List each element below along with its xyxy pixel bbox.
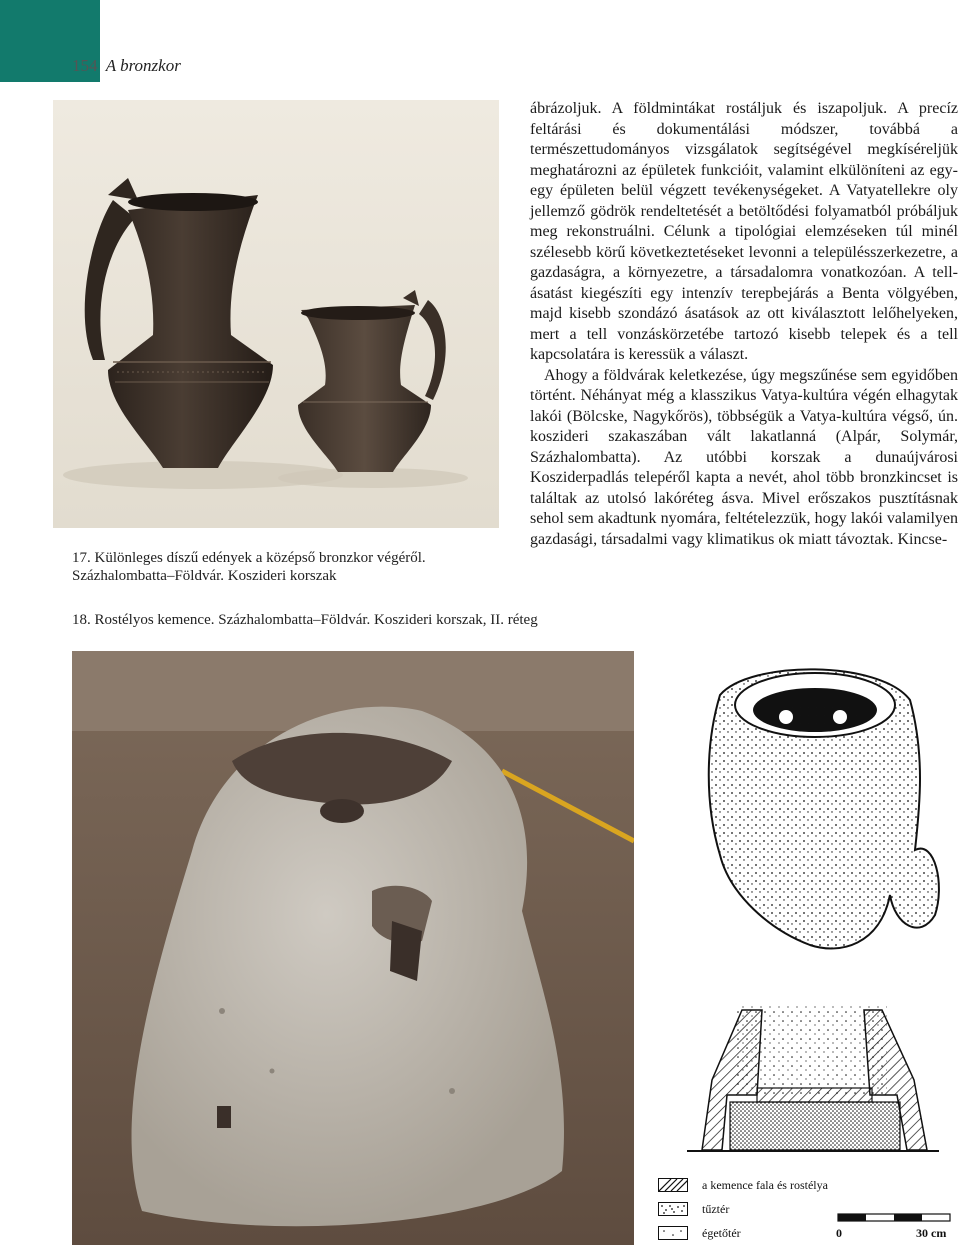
drawing-legend (658, 1178, 958, 1245)
figure-17-caption (72, 549, 502, 585)
scale-start: 0 (836, 1226, 842, 1240)
body-text (530, 99, 958, 550)
paragraph-1: ábrázoljuk. A földmintákat rostáljuk és iszapoljuk. A precíz feltárási és dokumentálási módszer, továbbá a természettudományos vizsgálatok segítségével megkíséreljük meghatározni az épületek funkcióit, valamint elkülöníteni az egy-egy épületen belül végzett tevékenységeket. A Vatyatellekre oly jellemző gödrök rendeltetését a betöltődési folyamatból próbáljuk meg rekonstruálni. Célunk a tipológiai elemzéseken túl minél szélesebb körű következtetéseket levonni a településszerkezetre, a gazdaságra, a környezetre, a társadalomra vonatkozóan. A tell-ásatást kiegészíti egy intenzív terepbejárás a Benta völgyében, majd kisebb szondázó ásatások az ott kiválasztott lelőhelyeken, mert a tell vonzáskörzetébe tartozó kisebb telepek és a tell kapcsolatára is keressük a választ. (530, 100, 958, 363)
legend-item-wall (658, 1178, 828, 1192)
scale-bar (836, 1212, 956, 1242)
paragraph-2: Ahogy a földvárak keletkezése, úgy megszűnése sem egyidőben történt. Néhányat még a klasszikus Vatya-kultúra végén elhagytak lakói (Bölcske, Nagykőrös), többségük a Vatya-kultúra végső, ún. koszideri szakaszában vált lakatlanná (Alpár, Solymár, Százhalombatta). Az utóbbi korszak a dunaújvárosi Kosziderpadlás telepéről kapta a nevét, ahol több bronzkincset is találtak az utolsó lakóréteg ásva. Mivel erőszakos pusztításnak sehol sem akadtunk nyomára, feltételezzük, hogy lakói valamilyen gazdasági, társadalmi vagy klimatikus ok miatt távoztak. Kincse- (530, 366, 958, 548)
figure-17-caption-line-1: 17. Különleges díszű edények a középső bronzkor végéről. (72, 550, 426, 566)
scale-end: 30 cm (916, 1226, 947, 1240)
legend-item-firing-chamber (658, 1226, 741, 1240)
kiln-excavation-photo (72, 651, 634, 1245)
figure-18-caption: 18. Rostélyos kemence. Százhalombatta–Földvár. Koszideri korszak, II. réteg (72, 612, 538, 628)
legend-label-wall: a kemence fala és rostélya (702, 1177, 828, 1192)
hatched-swatch-icon (658, 1178, 688, 1192)
page-number: 154 (72, 56, 98, 75)
figure-17-caption-line-2: Százhalombatta–Földvár. Koszideri korszak (72, 568, 337, 584)
legend-label-fire-chamber: tűztér (702, 1201, 730, 1216)
sparse-dots-swatch-icon (658, 1226, 688, 1240)
kiln-cross-section (682, 1000, 944, 1158)
legend-label-firing-chamber: égetőtér (702, 1225, 741, 1240)
pottery-photo (53, 100, 499, 528)
kiln-reconstruction-drawing (690, 655, 940, 1035)
section-title: A bronzkor (105, 56, 181, 75)
scale-bar-graphic (836, 1212, 956, 1224)
dense-dots-swatch-icon (658, 1202, 688, 1216)
running-head (72, 56, 181, 76)
legend-item-fire-chamber (658, 1202, 729, 1216)
